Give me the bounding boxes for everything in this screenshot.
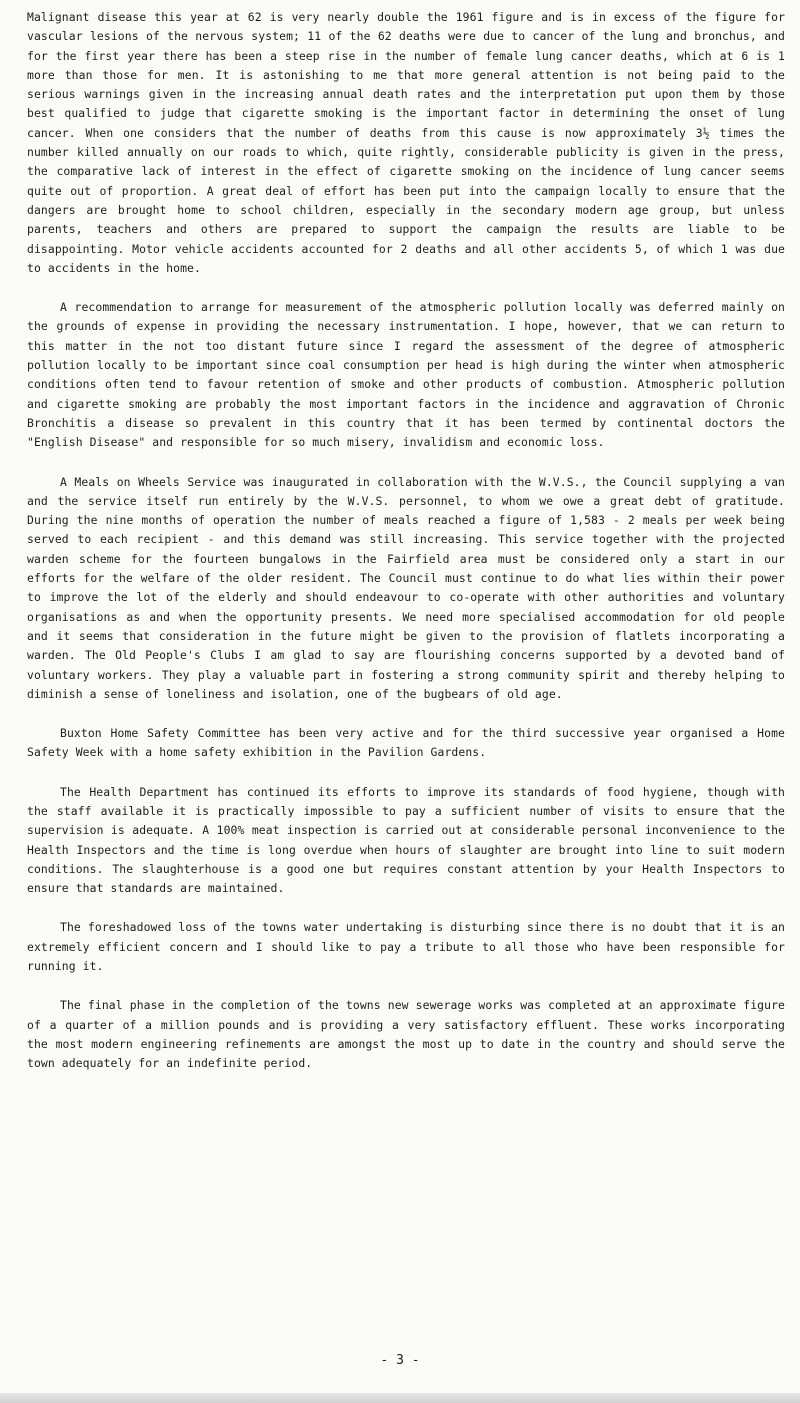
- paragraph-sewerage-works: The final phase in the completion of the towns new sewerage works was completed at an approximate figure of a quarter of a million pounds and is providing a very satisfactory effluent. These works incorporating the most modern engineering refinements are amongst the most up to date in the country and should serve the town adequately for an indefinite period.: [27, 998, 785, 1071]
- page-bottom-edge: [0, 1393, 800, 1403]
- paragraph-malignant-disease: Malignant disease this year at 62 is very nearly double the 1961 figure and is in excess of the figure for vascular lesions of the nervous system; 11 of the 62 deaths were due to cancer of the lung and bronchus, and for the first year there has been a steep rise in the number of female lung cancer deaths, which at 6 is 1 more than those for men. It is astonishing to me that more general attention is not being paid to the serious warnings given in the increasing annual death rates and the interpretation put upon them by those best qualified to judge that cigarette smoking is the important factor in determining the onset of lung cancer. When one considers that the number of deaths from this cause is now approximately 3½ times the number killed annually on our roads to which, quite rightly, considerable publicity is given in the press, the comparative lack of interest in the effect of cigarette smoking on the incidence of lung cancer seems quite out of proportion. A great deal of effort has been put into the campaign locally to ensure that the dangers are brought home to school children, especially in the secondary modern age group, but unless parents, teachers and others are prepared to support the campaign the results are liable to be disappointing. Motor vehicle accidents accounted for 2 deaths and all other accidents 5, of which 1 was due to accidents in the home.: [27, 10, 785, 275]
- paragraph-water-undertaking: The foreshadowed loss of the towns water undertaking is disturbing since there is no doubt that it is an extremely efficient concern and I should like to pay a tribute to all those who have been responsible for running it.: [27, 920, 785, 974]
- paragraph-meals-on-wheels: A Meals on Wheels Service was inaugurated in collaboration with the W.V.S., the Council supplying a van and the service itself run entirely by the W.V.S. personnel, to whom we owe a great debt of gratitude. During the nine months of operation the number of meals reached a figure of 1,583 - 2 meals per week being served to each recipient - and this demand was still increasing. This service together with the projected warden scheme for the fourteen bungalows in the Fairfield area must be considered only a start in our efforts for the welfare of the older resident. The Council must continue to do what lies within their power to improve the lot of the elderly and should endeavour to co-operate with other authorities and voluntary organisations as and when the opportunity presents. We need more specialised accommodation for old people and it seems that consideration in the future might be given to the provision of flatlets incorporating a warden. The Old People's Clubs I am glad to say are flourishing concerns supported by a devoted band of voluntary workers. They play a valuable part in fostering a strong community spirit and thereby helping to diminish a sense of loneliness and isolation, one of the bugbears of old age.: [27, 474, 785, 701]
- paragraph-atmospheric-pollution: A recommendation to arrange for measurement of the atmospheric pollution locally was deferred mainly on the grounds of expense in providing the necessary instrumentation. I hope, however, that we can return to this matter in the not too distant future since I regard the assessment of the degree of atmospheric pollution locally to be important since coal consumption per head is high during the winter when atmospheric conditions often tend to favour retention of smoke and other products of combustion. Atmospheric pollution and cigarette smoking are probably the most important factors in the incidence and aggravation of Chronic Bronchitis a disease so prevalent in this country that it has been termed by continental doctors the "English Disease" and responsible for so much misery, invalidism and economic loss.: [27, 300, 785, 450]
- paragraph-food-hygiene: The Health Department has continued its efforts to improve its standards of food hygiene, though with the staff available it is practically impossible to pay a sufficient number of visits to ensure that the supervision is adequate. A 100% meat inspection is carried out at considerable personal inconvenience to the Health Inspectors and the time is long overdue when hours of slaughter are brought into line to suit modern conditions. The slaughterhouse is a good one but requires constant attention by your Health Inspectors to ensure that standards are maintained.: [27, 784, 785, 896]
- document-body: [27, 8, 785, 1094]
- page-number: - 3 -: [380, 1353, 420, 1368]
- paragraph-home-safety: Buxton Home Safety Committee has been very active and for the third successive year organised a Home Safety Week with a home safety exhibition in the Pavilion Gardens.: [27, 726, 785, 760]
